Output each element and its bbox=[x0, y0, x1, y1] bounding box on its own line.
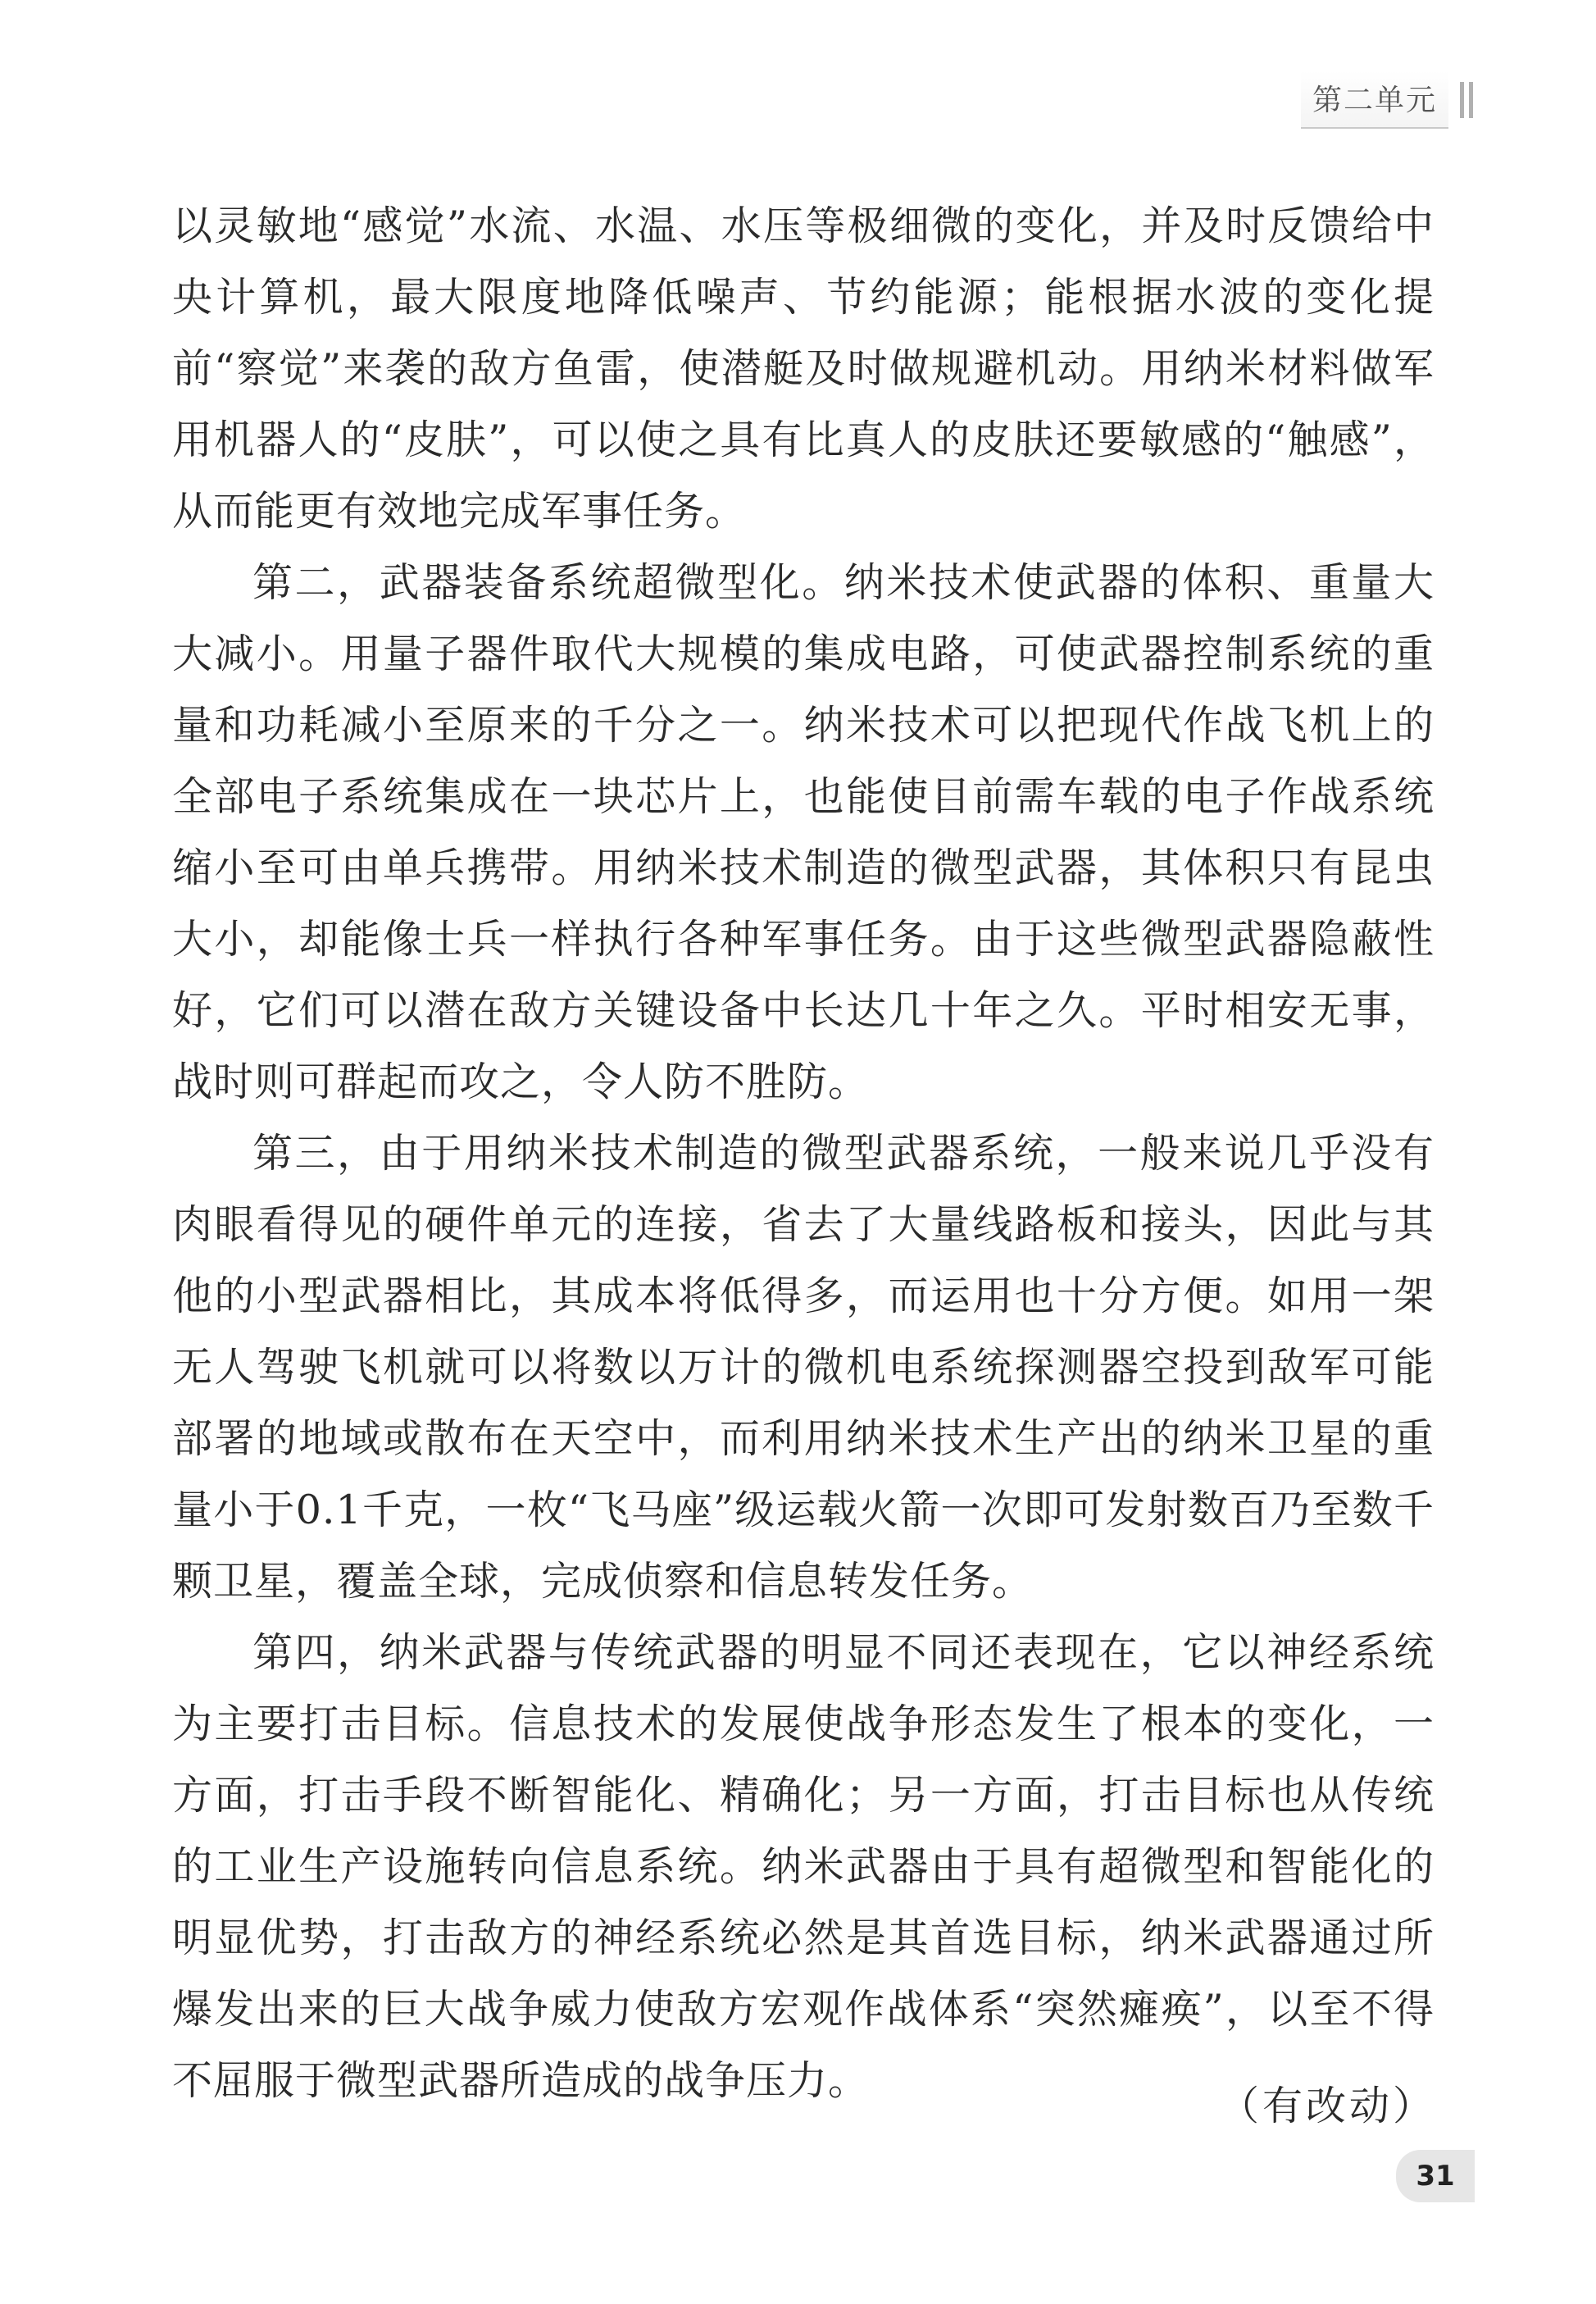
header-bar bbox=[1460, 82, 1464, 118]
page-number: 31 bbox=[1396, 2150, 1475, 2202]
header-bar bbox=[1469, 82, 1473, 118]
page-header bbox=[1301, 71, 1473, 129]
paragraph-third: 第三，由于用纳米技术制造的微型武器系统，一般来说几乎没有肉眼看得见的硬件单元的连接，省去了大量线路板和接头，因此与其他的小型武器相比，其成本将低得多，而运用也十分方便。如用一架无人驾驶飞机就可以将数以万计的微机电系统探测器空投到敌军可能部署的地域或散布在天空中，而利用纳米技术生产出的纳米卫星的重量小于0.1千克，一枚“飞马座”级运载火箭一次即可发射数百乃至数千颗卫星，覆盖全球，完成侦察和信息转发任务。 bbox=[172, 1130, 1435, 1605]
revision-note: （有改动） bbox=[1218, 2083, 1436, 2129]
paragraph-fourth: 第四，纳米武器与传统武器的明显不同还表现在，它以神经系统为主要打击目标。信息技术的发展使战争形态发生了根本的变化，一方面，打击手段不断智能化、精确化；另一方面，打击目标也从传统的工业生产设施转向信息系统。纳米武器由于具有超微型和智能化的明显优势，打击敌方的神经系统必然是其首选目标，纳米武器通过所爆发出来的巨大战争威力使敌方宏观作战体系“突然瘫痪”，以至不得不屈服于微型武器所造成的战争压力。 bbox=[172, 1629, 1435, 2104]
paragraph-second: 第二，武器装备系统超微型化。纳米技术使武器的体积、重量大大减小。用量子器件取代大规模的集成电路，可使武器控制系统的重量和功耗减小至原来的千分之一。纳米技术可以把现代作战飞机上的全部电子系统集成在一块芯片上，也能使目前需车载的电子作战系统缩小至可由单兵携带。用纳米技术制造的微型武器，其体积只有昆虫大小，却能像士兵一样执行各种军事任务。由于这些微型武器隐蔽性好，它们可以潜在敌方关键设备中长达几十年之久。平时相安无事，战时则可群起而攻之，令人防不胜防。 bbox=[172, 559, 1435, 1105]
paragraph-continued: 以灵敏地“感觉”水流、水温、水压等极细微的变化，并及时反馈给中央计算机，最大限度地降低噪声、节约能源；能根据水波的变化提前“察觉”来袭的敌方鱼雷，使潜艇及时做规避机动。用纳米材料做军用机器人的“皮肤”，可以使之具有比真人的皮肤还要敏感的“触感”，从而能更有效地完成军事任务。 bbox=[172, 203, 1435, 535]
unit-label: 第二单元 bbox=[1301, 71, 1448, 129]
header-decoration bbox=[1460, 82, 1473, 118]
article-body bbox=[172, 190, 1435, 2116]
